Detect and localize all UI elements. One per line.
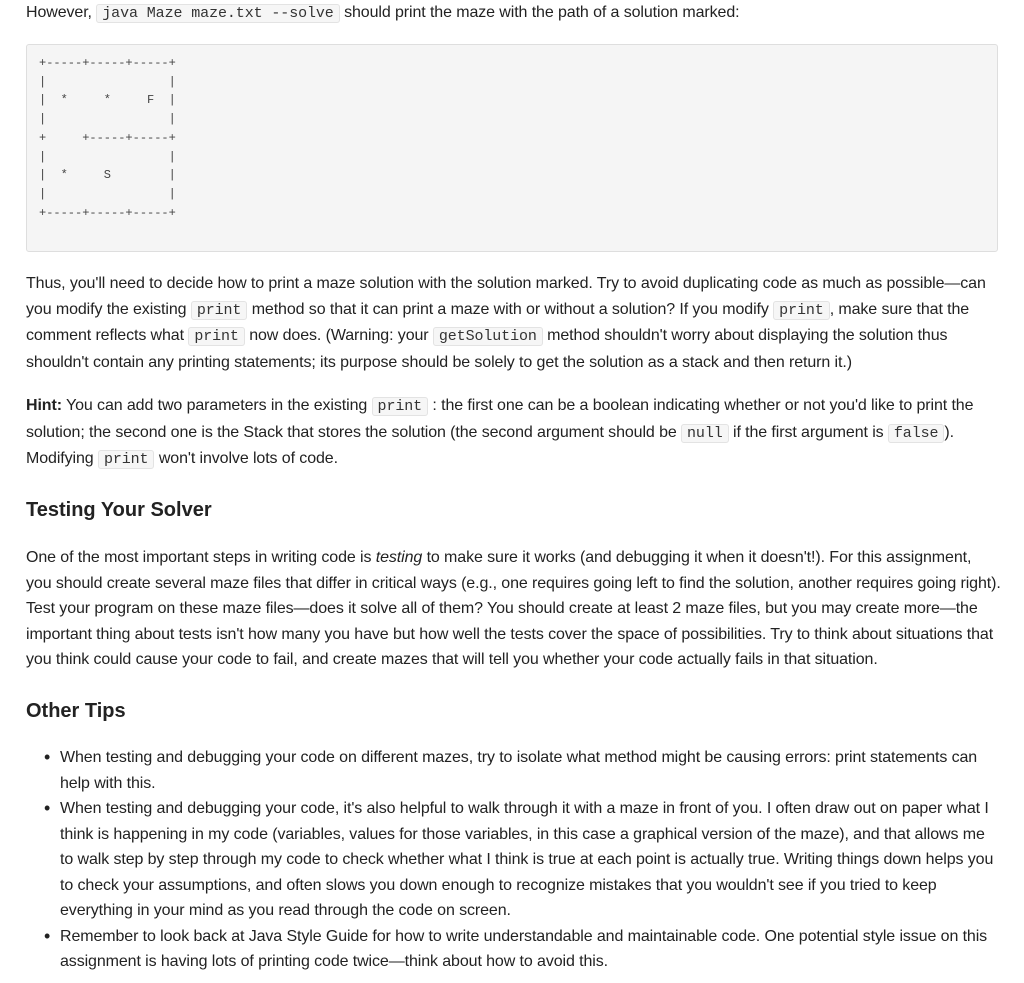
null-code: null xyxy=(681,424,729,443)
solve-command-code: java Maze maze.txt --solve xyxy=(96,4,339,23)
list-item: • Remember to look back at Java Style Guide for how to write understandable and maintainable code. One potential style issue on this assignment is having lots of printing code twice—think about how to avoid this. xyxy=(60,924,1001,975)
getsolution-code: getSolution xyxy=(433,327,543,346)
hint-text: if the first argument is xyxy=(733,423,884,441)
print-code: print xyxy=(372,397,429,416)
testing-heading: Testing Your Solver xyxy=(26,499,212,521)
intro-paragraph xyxy=(26,0,1001,27)
maze-solution-output: +-----+-----+-----+ | | | * * F | | | + +-----+-----+ | | | * S | | | +-----+-----+-----+ xyxy=(26,44,998,252)
false-code: false xyxy=(888,424,945,443)
para-text: now does. (Warning: your xyxy=(249,327,429,344)
hint-text: You can add two parameters in the existing xyxy=(66,397,368,414)
print-design-paragraph xyxy=(26,271,1001,375)
para-text: method shouldn't worry about displaying the solution thus shouldn't contain any printing statements; its purpose should be solely to get the solution as a stack and then return it.) xyxy=(26,327,948,371)
other-tips-heading: Other Tips xyxy=(26,700,126,722)
hint-text: : the first one can be a boolean indicating whether or not you'd like to print the solution; the second one is the Stack that stores the solution (the second argument should be xyxy=(26,397,974,441)
para-text: , make sure that the comment reflects what xyxy=(26,300,970,344)
list-item: • When testing and debugging your code on different mazes, try to isolate what method might be causing errors: print statements can help with this. xyxy=(60,745,1001,796)
intro-text: However, xyxy=(26,4,92,21)
list-item: • When testing and debugging your code, it's also helpful to walk through it with a maze in front of you. I often draw out on paper what I think is happening in my code (variables, values for those variables, in this case a graphical version of the maze), and that allows me to walk step by step through my code to check whether what I think is true at each point is actually true. Writing things down helps you to check your assumptions, and often slows you down enough to recognize mistakes that you wouldn't see if you tried to keep everything in your mind as you read through the code on screen. xyxy=(60,796,1001,924)
para-text: Thus, you'll need to decide how to print a maze solution with the solution marked. Try to avoid duplicating code as much as possible—can you modify the existing xyxy=(26,275,986,318)
print-code: print xyxy=(191,301,248,320)
intro-text-after: should print the maze with the path of a solution marked: xyxy=(344,4,740,21)
print-code: print xyxy=(773,301,830,320)
testing-text: to make sure it works (and debugging it when it doesn't!). For this assignment, you should create several maze files that differ in critical ways (e.g., one requires going left to find the solution, another requires going right). Test your program on these maze files—does it solve all of them? You should create at least 2 maze files, but you may create more—the important thing about tests isn't how many you have but how well the tests cover the space of possibilities. Try to think about situations that you think could cause your code to fail, and create mazes that will tell you whether your code actually fails in that situation. xyxy=(26,549,1001,668)
testing-emphasis: testing xyxy=(375,549,423,566)
para-text: method so that it can print a maze with or without a solution? If you modify xyxy=(251,300,769,318)
tips-list xyxy=(26,745,1001,975)
print-code: print xyxy=(188,327,245,346)
hint-text: won't involve lots of code. xyxy=(158,450,338,467)
testing-paragraph xyxy=(26,545,1001,673)
print-code: print xyxy=(98,450,155,469)
hint-text: ). Modifying xyxy=(26,423,954,467)
hint-label: Hint: xyxy=(26,397,62,414)
hint-paragraph xyxy=(26,393,1001,473)
testing-text: One of the most important steps in writing code is xyxy=(26,549,372,566)
